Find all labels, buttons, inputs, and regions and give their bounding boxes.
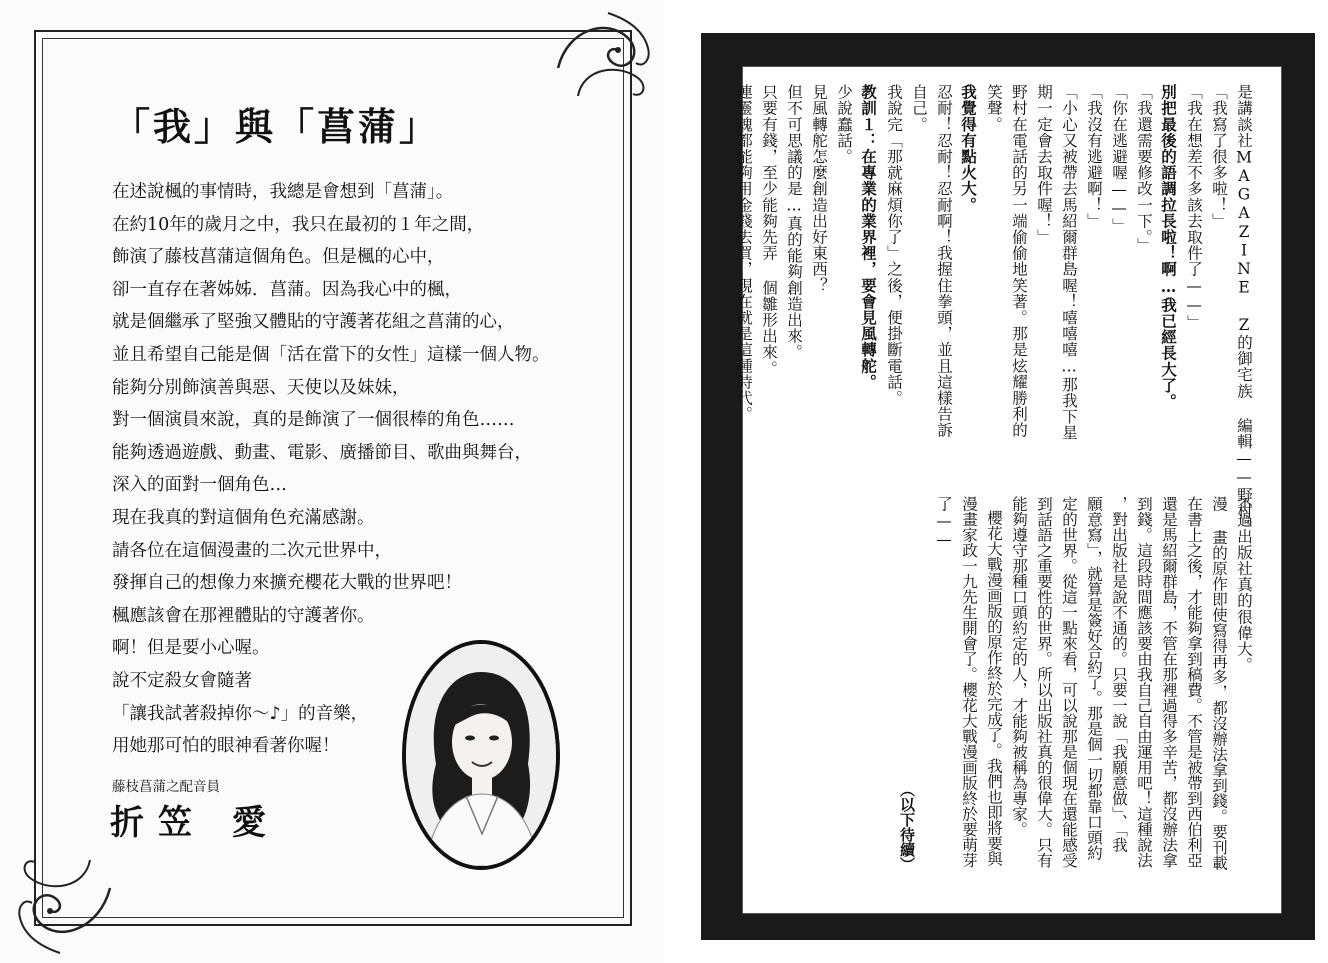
text-column: 到話語之重要性的世界。所以出版社真的很偉大。只有	[1035, 496, 1053, 868]
essay-line: 卻一直存在著姊姊．菖蒲。因為我心中的楓，	[112, 279, 462, 300]
text-column: ，對出版社是說不通的。只要一說「我願意做」、「我	[1110, 496, 1128, 853]
essay-line: 就是個繼承了堅強又體貼的守護著花組之菖蒲的心，	[112, 312, 515, 333]
text-column: 漫畫家政一九先生開會了。櫻花大戰漫画版終於要萌芽	[960, 496, 978, 868]
essay-line: 現在我真的對這個角色充滿感謝。	[112, 507, 375, 528]
text-column: 我說完「那就麻煩你了」之後，便掛斷電話。	[885, 84, 903, 406]
essay-line: 在述說楓的事情時，我總是會想到「菖蒲」。	[112, 182, 454, 202]
text-column: 別把最後的語調拉長啦！啊…我已經長大了。	[1159, 84, 1178, 410]
signature-name: 折笠 愛	[110, 803, 280, 843]
to-be-continued: （以下待續）	[898, 782, 916, 872]
text-column: 漫 畫的原作即使寫得再多，都沒辦法拿到錢。要刊載	[1210, 496, 1228, 871]
signature-role: 藤枝菖蒲之配音員	[112, 779, 220, 795]
text-column: 「我沒有逃避啊！」	[1085, 84, 1103, 229]
essay-line: 發揮自己的想像力來擴充櫻花大戰的世界吧！	[112, 573, 462, 594]
text-column: 不過出版社真的很偉大。	[1235, 496, 1253, 674]
text-column: 忍耐！忍耐！忍耐啊！我握住拳頭，並且這樣告訴	[935, 84, 953, 439]
text-column: 見風轉舵怎麼創造出好東西？	[810, 84, 828, 294]
text-column: 我覺得有點火大。	[959, 84, 978, 213]
text-column: 願意寫」，就算是簽好合約了。那是個一切都靠口頭約	[1085, 496, 1103, 861]
text-column: 笑聲。	[985, 84, 1003, 133]
text-column: 野村在電話的另一端偷偷地笑著。那是炫耀勝利的	[1010, 84, 1028, 439]
essay-line: 在約10年的歲月之中，我只在最初的１年之間，	[112, 214, 485, 235]
portrait-illustration	[406, 644, 556, 866]
text-column: 期一定會去取件喔！」	[1035, 84, 1053, 245]
essay-line: 啊！但是要小心喔。	[112, 638, 270, 659]
essay-line: 請各位在這個漫畫的二次元世界中，	[112, 540, 392, 561]
swirl-ornament-icon	[548, 8, 658, 104]
essay-title: 「我」與「菖蒲」	[112, 104, 441, 149]
essay-line: 楓應該會在那裡體貼的守護著你。	[112, 605, 375, 626]
text-column: 連靈魂都能夠用金錢去買，現在就是這種時代。	[735, 84, 753, 423]
essay-line: 能夠透過遊戲、動畫、電影、廣播節目、歌曲與舞台，	[112, 442, 532, 463]
text-column: 自己。	[910, 84, 928, 133]
text-column: 「小心又被帶去馬紹爾群島喔！嘻嘻嘻…那我下星	[1060, 84, 1078, 441]
text-column: 了——	[935, 496, 953, 550]
text-column: 「我寫了很多啦！」	[1210, 84, 1228, 229]
essay-line: 說不定殺女會隨著	[112, 670, 252, 691]
portrait-photo	[402, 640, 560, 870]
essay-line: 用她那可怕的眼神看著你喔！	[112, 736, 340, 757]
swirl-ornament-icon	[10, 848, 120, 958]
text-column: 少說蠢話。	[835, 84, 853, 165]
text-column: 在書上之後，才能夠拿到稿費。不管是被帶到西伯利亞	[1185, 496, 1203, 868]
essay-line: 能夠分別飾演善與惡、天使以及妹妹，	[112, 377, 410, 398]
text-column: 只要有錢，至少能夠先弄 個雛形出來。	[760, 84, 778, 377]
text-column: 「你在逃避喔——」	[1110, 84, 1128, 234]
text-column: 教訓１：在專業的業界裡，要會見風轉舵。	[859, 84, 878, 390]
text-column: 「我還需要修改一下。」	[1135, 84, 1153, 254]
essay-line: 對一個演員來說，真的是飾演了一個很棒的角色……	[112, 410, 515, 431]
text-column: 櫻花大戰漫画版的原作終於完成了。我們也即將要與	[985, 510, 1003, 867]
essay-line: 飾演了藤枝菖蒲這個角色。但是楓的心中，	[112, 247, 445, 268]
text-column: 「我在想差不多該去取件了——」	[1185, 84, 1203, 331]
text-column: 能夠遵守那種口頭約定的人，才能夠被稱為專家。	[1010, 496, 1028, 837]
essay-line: 深入的面對一個角色…	[112, 475, 287, 496]
text-column: 是講談社MAGAZINE Z的御宅族 編輯——野村。	[1235, 84, 1253, 536]
essay-line: 並且希望自己能是個「活在當下的女性」這樣一個人物。	[112, 344, 550, 365]
text-column: 還是馬紹爾群島，不管在那裡過得多辛苦，都沒辦法拿	[1160, 496, 1178, 868]
text-column: 到錢。這段時間應該要由我自己自由運用吧！這種說法	[1135, 496, 1153, 868]
essay-line: 「讓我試著殺掉你～♪」的音樂，	[112, 703, 369, 724]
text-column: 定的世界。從這一點來看，可以說那是個現在還能感受	[1060, 496, 1078, 868]
text-column: 但不可思議的是…真的能夠創造出來。	[785, 84, 803, 361]
